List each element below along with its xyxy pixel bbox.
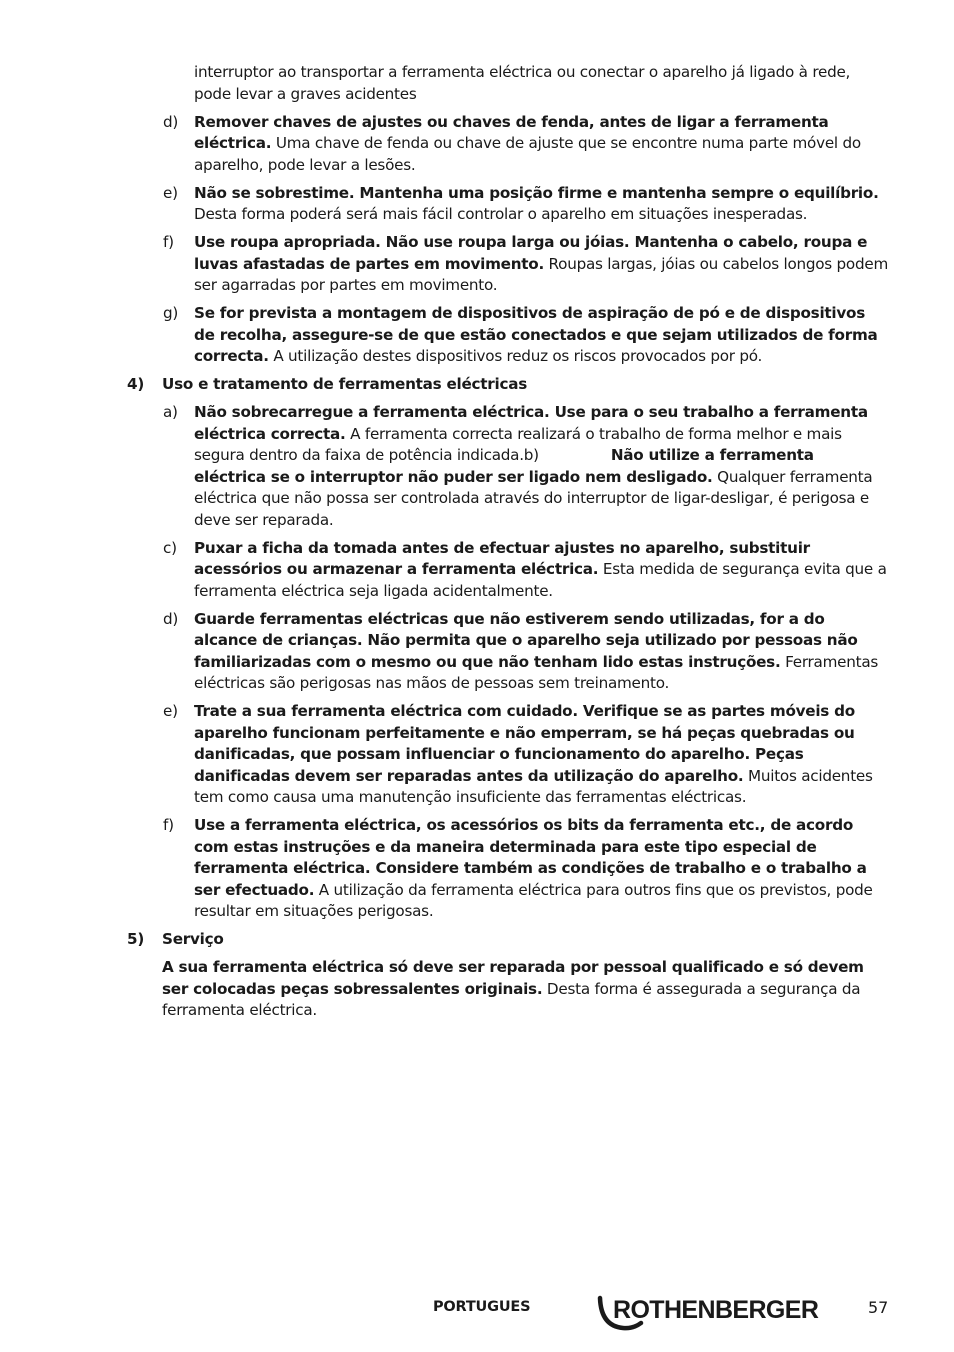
section-heading: [127, 929, 889, 951]
list-marker: g): [163, 304, 179, 322]
item-bold-text: Não utilize a ferramenta eléctrica se o interruptor não puder ser ligado nem desligado.: [194, 446, 814, 486]
section-title: Serviço: [162, 930, 224, 948]
item-bold-text: Não sobrecarregue a ferramenta eléctrica. Use para o seu trabalho a ferramenta eléctrica correcta.: [194, 403, 868, 443]
item-text: A utilização destes dispositivos reduz os riscos provocados por pó.: [268, 347, 763, 365]
section-paragraph: [127, 957, 889, 1022]
item-text: Qualquer ferramenta eléctrica que não possa ser controlada através do interruptor de ligar-desligar, é perigosa e deve ser reparada.: [194, 467, 873, 529]
list-item: [127, 183, 889, 226]
list-item: [127, 609, 889, 695]
item-text: Roupas largas, jóias ou cabelos longos podem ser agarradas por partes em movimento.: [194, 254, 888, 294]
list-item: [127, 232, 889, 297]
item-text: Ferramentas eléctricas são perigosas nas mãos de pessoas sem treinamento.: [194, 652, 879, 692]
item-text: A ferramenta correcta realizará o trabalho de forma melhor e mais segura dentro da faixa de potência indicada.b): [194, 424, 842, 464]
item-bold-text: Se for prevista a montagem de dispositivos de aspiração de pó e de dispositivos de recolha, assegure-se de que estão conectados e que sejam utilizados de forma correcta.: [194, 304, 878, 365]
list-marker: d): [163, 609, 179, 628]
item-bold-text: Puxar a ficha da tomada antes de efectuar ajustes no aparelho, substituir acessórios ou armazenar a ferramenta eléctrica.: [194, 538, 810, 578]
rothenberger-logo: [597, 1290, 837, 1332]
list-marker: c): [163, 538, 177, 557]
item-bold-text: Não se sobrestime. Mantenha uma posição firme e mantenha sempre o equilíbrio.: [194, 183, 879, 202]
page-content: [127, 62, 889, 1028]
section-number: 5): [127, 930, 145, 948]
item-text: Esta medida de segurança evita que a ferramenta eléctrica seja ligada acidentalmente.: [194, 560, 887, 600]
list-marker: f): [163, 816, 174, 834]
list-item: [127, 538, 889, 603]
list-item: [127, 303, 889, 368]
item-text: A utilização da ferramenta eléctrica para outros fins que os previstos, pode resultar em situações perigosas.: [194, 880, 873, 920]
paragraph-text: Desta forma é assegurada a segurança da ferramenta eléctrica.: [162, 979, 861, 1019]
item-text: interruptor ao transportar a ferramenta eléctrica ou conectar o aparelho já ligado à rede, pode levar a graves acidentes: [194, 63, 851, 103]
item-bold-text: Guarde ferramentas eléctricas que não estiverem sendo utilizadas, for a do alcance de crianças. Não permita que o aparelho seja utilizado por pessoas não familiarizadas com o mesmo ou que não tenham lido estas instruções.: [194, 609, 858, 671]
list-marker: e): [163, 183, 178, 202]
section-heading: [127, 374, 889, 396]
item-bold-text: Remover chaves de ajustes ou chaves de fenda, antes de ligar a ferramenta eléctrica.: [194, 112, 829, 152]
item-bold-text: Use a ferramenta eléctrica, os acessórios os bits da ferramenta etc., de acordo com estas instruções e da maneira determinada para este tipo especial de ferramenta eléctrica. Considere também as condições de trabalho e o trabalho a ser efectuado.: [194, 816, 867, 899]
list-marker: a): [163, 403, 178, 421]
list-marker: f): [163, 233, 174, 251]
item-text: Uma chave de fenda ou chave de ajuste que se encontre numa parte móvel do aparelho, pode levar a lesões.: [194, 134, 861, 174]
paragraph-bold-text: A sua ferramenta eléctrica só deve ser reparada por pessoal qualificado e só devem ser colocadas peças sobressalentes originais.: [162, 958, 864, 998]
list-item: [127, 701, 889, 809]
item-bold-text: Trate a sua ferramenta eléctrica com cuidado. Verifique se as partes móveis do aparelho funcionam perfeitamente e não emperram, se há peças quebradas ou danificadas, que possam influenciar o funcionamento do aparelho. Peças danificadas devem ser reparadas antes da utilização do aparelho.: [194, 702, 855, 785]
brand-name: ROTHENBERGER: [613, 1296, 819, 1324]
page-number: 57: [868, 1298, 889, 1317]
section-title: Uso e tratamento de ferramentas eléctricas: [162, 375, 528, 393]
item-text: Desta forma poderá será mais fácil controlar o aparelho em situações inesperadas.: [194, 205, 808, 223]
item-text: Muitos acidentes tem como causa uma manutenção insuficiente das ferramentas eléctricas.: [194, 766, 873, 806]
section-number: 4): [127, 375, 145, 393]
list-item: [127, 815, 889, 923]
item-bold-text: Use roupa apropriada. Não use roupa larga ou jóias. Mantenha o cabelo, roupa e luvas afastadas de partes em movimento.: [194, 233, 868, 273]
list-item: [127, 402, 889, 531]
list-marker: e): [163, 702, 178, 720]
list-item: [127, 112, 889, 177]
list-item: [127, 62, 889, 105]
list-marker: d): [163, 112, 179, 131]
footer-language: PORTUGUES: [433, 1299, 531, 1315]
